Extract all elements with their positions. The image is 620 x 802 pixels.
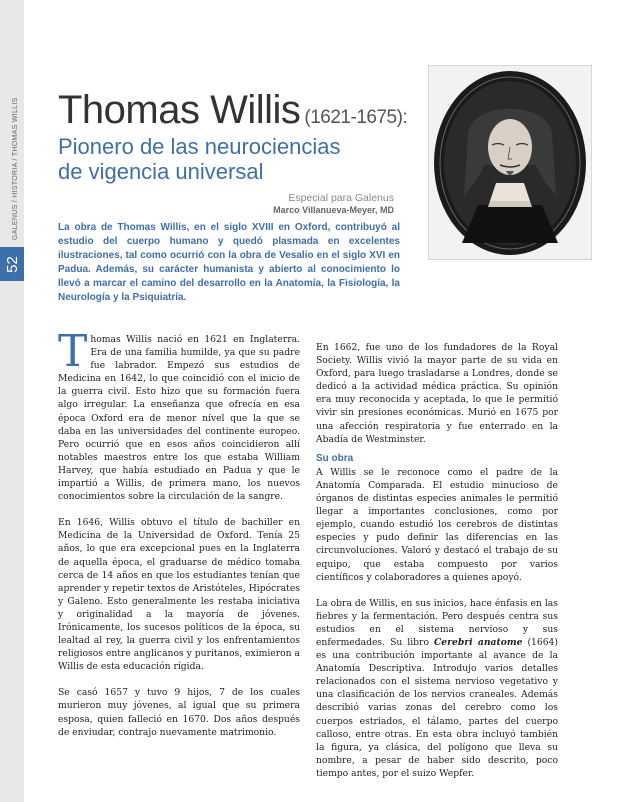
book-title: Cerebri anatome bbox=[434, 636, 523, 648]
title-years: (1621-1675): bbox=[304, 107, 408, 128]
subtitle bbox=[58, 134, 341, 184]
column-right bbox=[316, 341, 558, 793]
section-heading-su-obra: Su obra bbox=[316, 452, 354, 464]
paragraph-4: En 1662, fue uno de los fundadores de la Royal Society. Willis vivió la mayor parte de su vida en Oxford, para luego trasladarse a Londres, donde se dedicó a la actividad médica práctica. Su opinión era muy reconocida y aceptada, lo que le permitió vivir sin presiones económicas. Murió en 1675 por una afección respiratoria y fue enterrado en la Abadía de Westminster. bbox=[316, 342, 558, 445]
page-number: 52 bbox=[3, 255, 21, 273]
subtitle-line-2: de vigencia universal bbox=[58, 159, 264, 184]
paragraph-1: Thomas Willis nació en 1621 en Inglaterra. Era de una familia humilde, ya que su padre fue labrador. Empezó sus estudios de Medicina en 1642, lo que coincidió con el inicio de la guerra civil. Esto hizo que su formación fuera algo irregular. La enseñanza que ofrecía en esa época Oxford era de menor nivel que la que se daba en las universidades del continente europeo. Pero ocurrió que en esos años coincidieron allí notables maestros entre los que estaba William Harvey, que había estudiado en Padua y que le impartió a Willis, de primera mano, los nuevos conocimientos sobre la circulación de la sangre. bbox=[58, 326, 300, 503]
portrait-engraving bbox=[428, 65, 592, 260]
page-number-box bbox=[0, 247, 24, 281]
page-title: Thomas Willis (1621-1675): bbox=[58, 88, 408, 132]
author-byline: Marco Villanueva-Meyer, MD bbox=[273, 205, 394, 215]
special-credit: Especial para Galenus bbox=[288, 192, 394, 204]
paragraph-5: A Willis se le reconoce como el padre de la Anatomía Comparada. El estudio minucioso de órganos de distintas especies animales le permitió llegar a importantes conclusiones, como por ejemplo, cuando estudió los cerebros de distintas especies y pudo definir las diferencias en las circunvoluciones. Valoró y destacó el trabajo de su equipo, que estaba compuesto por varios científicos y colaboradores a quienes apoyó. bbox=[316, 466, 558, 583]
paragraph-6: La obra de Willis, en sus inicios, hace énfasis en las fiebres y la fermentación. Pero después centra sus estudios en el sistema nervioso y sus enfermedades. Su libro Cerebri anatome (1664) es una contribución importante al avance de la Anatomía Descriptiva. Introdujo varios detalles relacionados con el sistema nervioso vegetativo y una clasificación de los nervios craneales. Además describió varias zonas del cerebro como los cuerpos estriados, el tálamo, partes del cuerpo calloso, entre otras. En esta obra incluyó también la figura, ya clásica, del polígono que lleva su nombre, a pesar de haber sido descrito, poco tiempo antes, por el suizo Wepfer. bbox=[316, 597, 558, 779]
section-label: GALENUS / HISTORIA / THOMAS WILLIS bbox=[12, 97, 19, 240]
column-left bbox=[58, 326, 300, 752]
paragraph-2: En 1646, Willis obtuvo el título de bachiller en Medicina de la Universidad de Oxford. Tenía 25 años, lo que era excepcional pues en la Inglaterra de aquella época, el graduarse de médico tomaba cerca de 14 años en que los estudiantes tenían que aprender y repetir textos de Aristóteles, Hipócrates y Galeno. Esto generalmente les restaba iniciativa y originalidad a la mayoría de jóvenes. Irónicamente, los sucesos políticos de la época, su lealtad al rey, la guerra civil y los enfrentamientos religiosos entre anglicanos y puritanos, eximieron a Willis de esta educación rígida. bbox=[58, 517, 300, 673]
paragraph-3: Se casó 1657 y tuvo 9 hijos, 7 de los cuales murieron muy jóvenes, al igual que su primera esposa, quien falleció en 1670. Dos años después de enviudar, contrajo nuevamente matrimonio. bbox=[58, 687, 300, 738]
lead-paragraph: La obra de Thomas Willis, en el siglo XVIII en Oxford, contribuyó al estudio del cuerpo humano y quedó plasmada en excelentes ilustraciones, tal como ocurrió con la obra de Vesalio en el siglo XVI en Padua. Además, su carácter humanista y abierto al conocimiento lo llevó a marcar el camino del desarrollo en la Anatomía, la Fisiología, la Neurología y la Psiquiatría. bbox=[58, 222, 400, 303]
subtitle-line-1: Pionero de las neurociencias bbox=[58, 134, 341, 159]
dropcap: T bbox=[58, 326, 88, 377]
